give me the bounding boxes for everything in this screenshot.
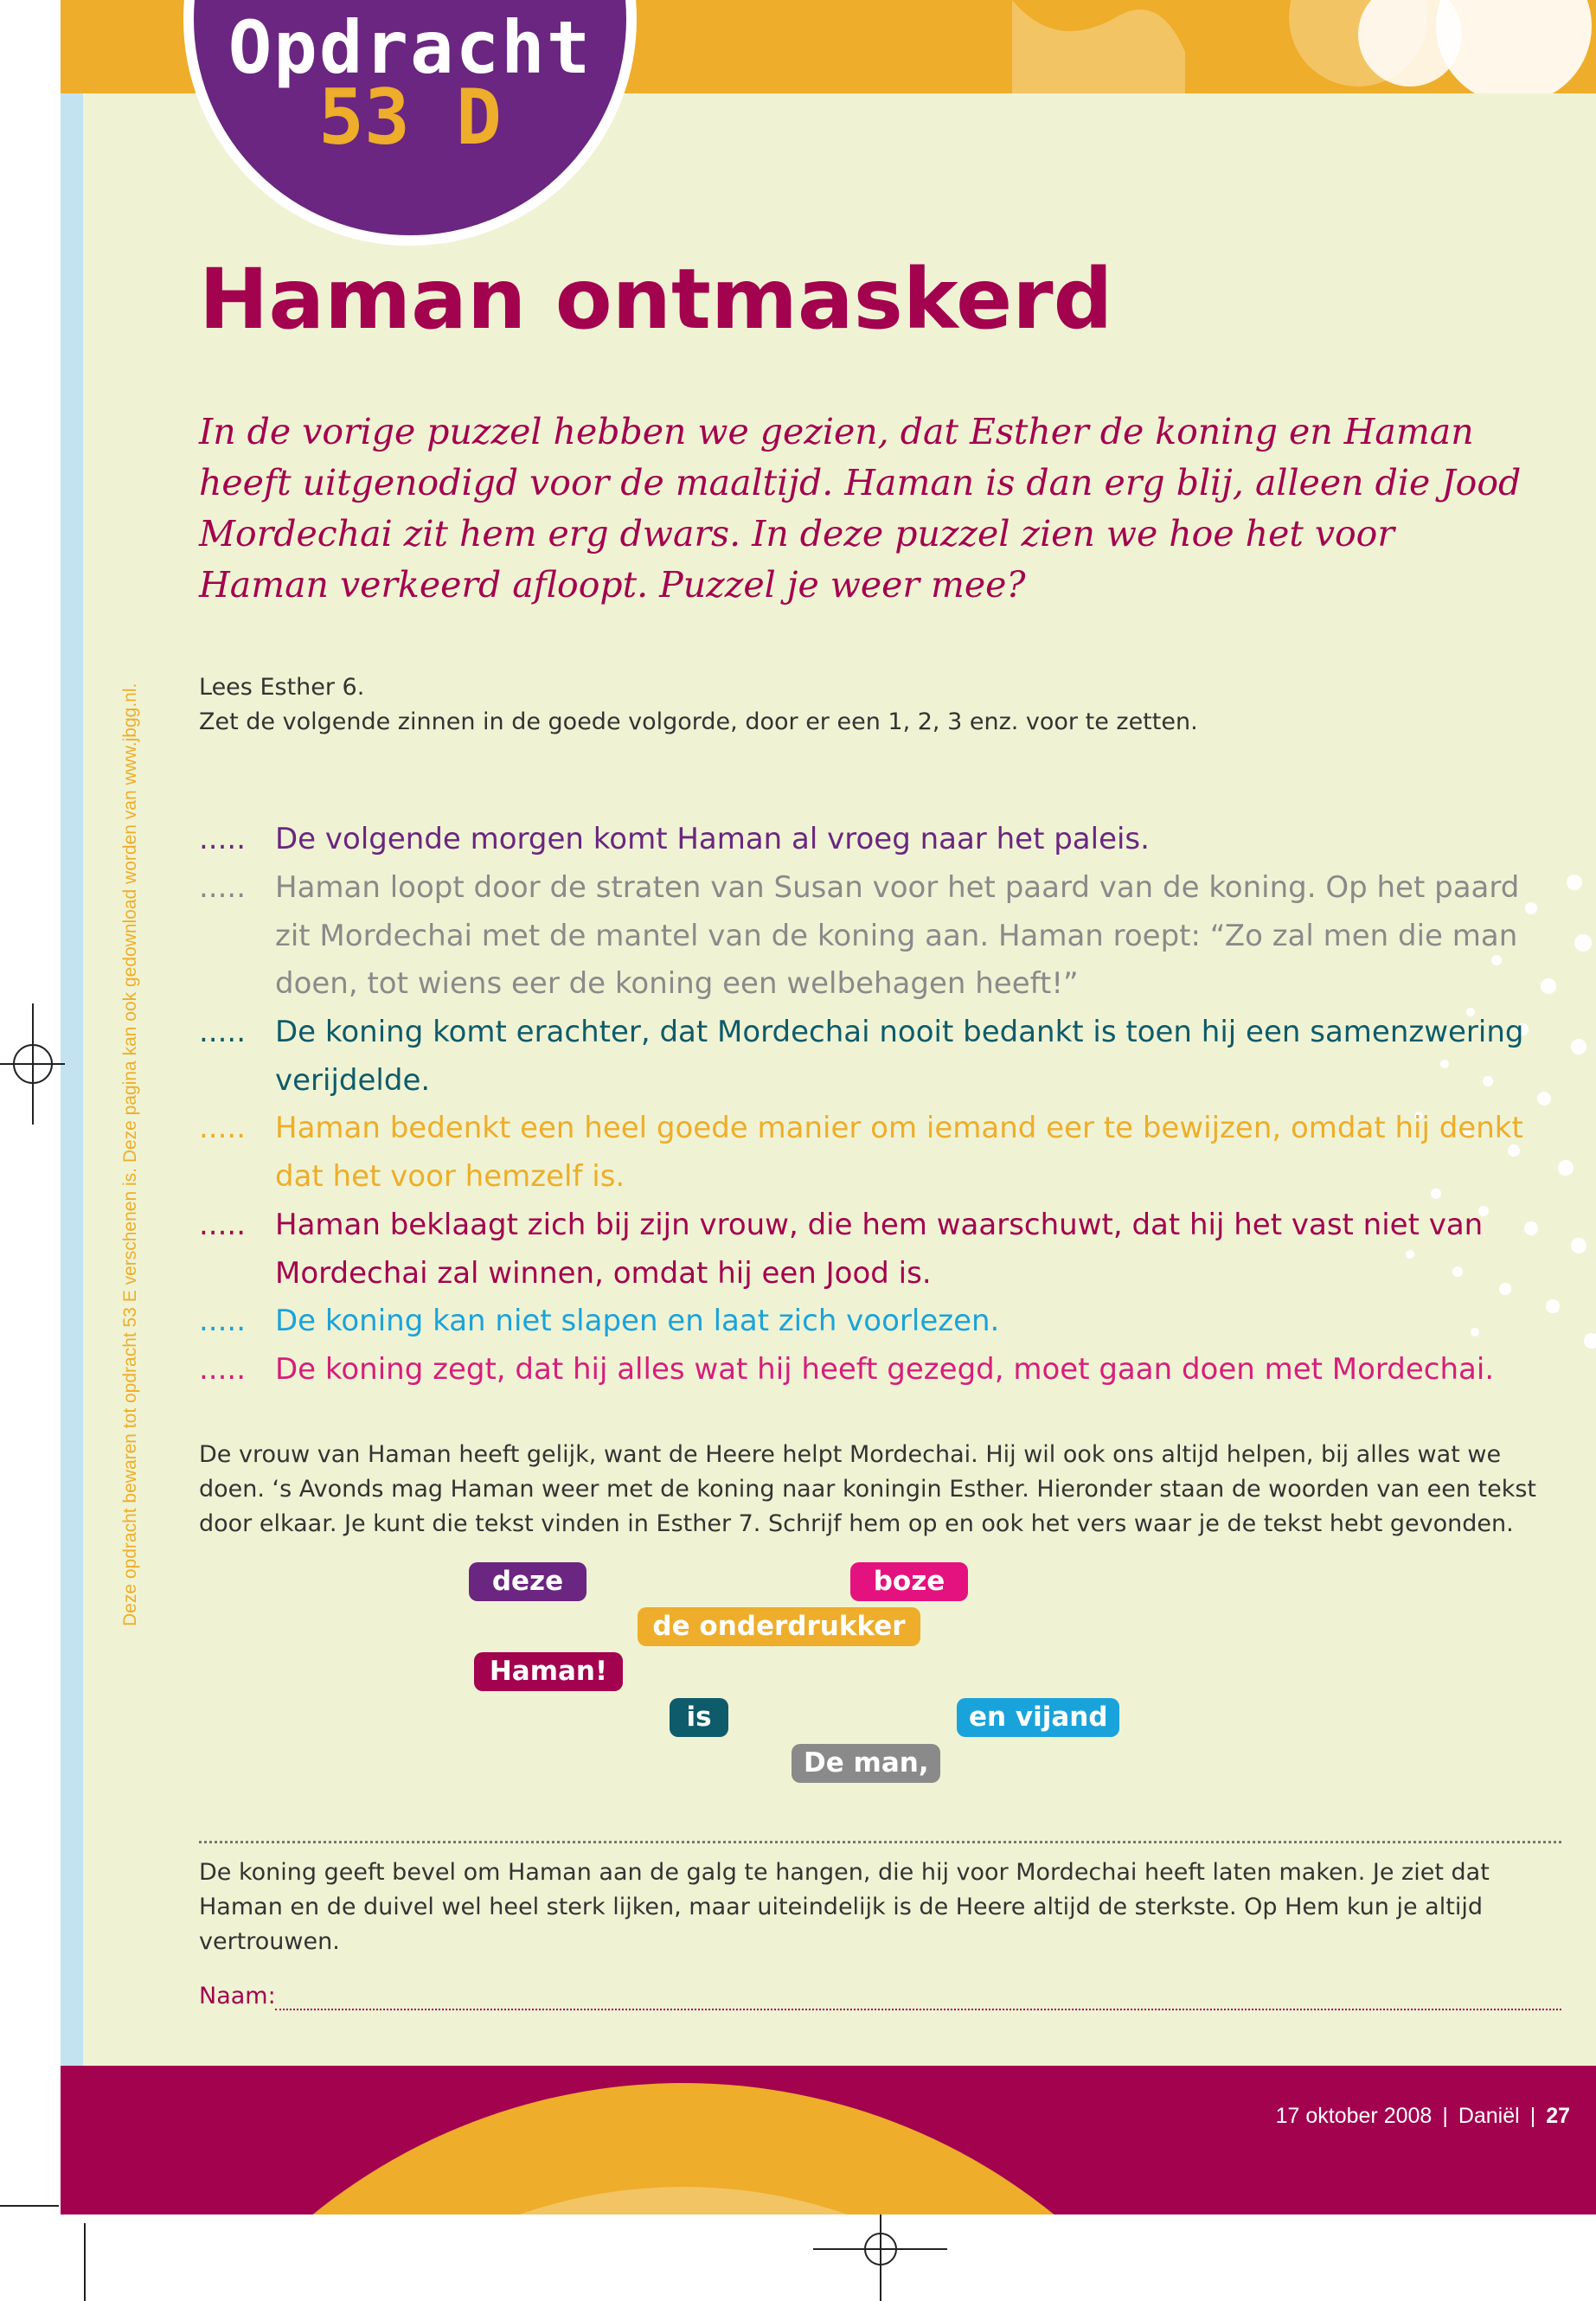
ordering-item <box>199 1009 1561 1105</box>
crop-mark-bottom-left <box>0 2197 173 2301</box>
order-number-blank[interactable]: ..... <box>199 870 247 905</box>
page-number: 27 <box>1546 2104 1570 2128</box>
word-chip: deze <box>469 1562 586 1601</box>
ordering-item-text: Haman loopt door de straten van Susan voor het paard van de koning. Op het paard zit Mordechai met de mantel van de koning aan. Haman roept: “Zo zal men die man doen, tot wiens eer de koning een welbehagen heeft!” <box>275 870 1520 1001</box>
header-number: 53 D <box>318 73 502 162</box>
ordering-item <box>199 1105 1561 1201</box>
ordering-item-text: De koning kan niet slapen en laat zich voorlezen. <box>275 1304 1000 1338</box>
ordering-item-text: Haman beklaagt zich bij zijn vrouw, die hem waarschuwt, dat hij het vast niet van Mordechai zal winnen, omdat hij een Jood is. <box>275 1208 1484 1291</box>
ordering-item <box>199 816 1561 864</box>
word-chip: boze <box>850 1562 968 1601</box>
ordering-item-text: De koning zegt, dat hij alles wat hij heeft gezegd, moet gaan doen met Mordechai. <box>275 1352 1495 1387</box>
instructions-read: Lees Esther 6. <box>199 674 365 701</box>
ordering-item-text: Haman bedenkt een heel goede manier om iemand eer te bewijzen, omdat hij denkt dat het voor hemzelf is. <box>275 1111 1523 1194</box>
order-number-blank[interactable]: ..... <box>199 1015 247 1049</box>
word-chip: is <box>670 1698 728 1737</box>
name-field[interactable] <box>199 1983 1561 2017</box>
word-chip: Haman! <box>474 1652 623 1691</box>
page-title: Haman ontmaskerd <box>199 251 1113 348</box>
footer: 17 oktober 2008 | Daniël | 27 <box>1275 2104 1570 2128</box>
footer-magazine: Daniël <box>1458 2104 1520 2128</box>
registration-mark-left <box>0 977 69 1150</box>
ordering-item <box>199 1202 1561 1298</box>
bottom-band <box>61 2066 1596 2214</box>
ordering-item <box>199 864 1561 1009</box>
order-number-blank[interactable]: ..... <box>199 1304 247 1338</box>
bottom-arc <box>61 2066 1596 2214</box>
ordering-item <box>199 1298 1561 1346</box>
name-label: Naam: <box>199 1983 279 2009</box>
paragraph-conclusion: De koning geeft bevel om Haman aan de galg te hangen, die hij voor Mordechai heeft laten maken. Je ziet dat Haman en de duivel wel heel sterk lijken, maar uiteindelijk is de Heere altijd de sterkste. Op Hem kun je altijd vertrouwen. <box>199 1859 1490 1955</box>
side-note: Deze opdracht bewaren tot opdracht 53 E verschenen is. Deze pagina kan ook gedownload worden van www.jbgg.nl. <box>120 683 140 1626</box>
footer-date: 17 oktober 2008 <box>1275 2104 1433 2128</box>
registration-mark-bottom <box>813 2214 952 2301</box>
order-number-blank[interactable]: ..... <box>199 1208 247 1242</box>
order-number-blank[interactable]: ..... <box>199 1111 247 1145</box>
header-label: Opdracht <box>228 5 593 90</box>
order-number-blank[interactable]: ..... <box>199 1352 247 1387</box>
ordering-item <box>199 1346 1561 1394</box>
word-chip: de onderdrukker <box>638 1607 920 1646</box>
ordering-item-text: De koning komt erachter, dat Mordechai nooit bedankt is toen hij een samenzwering verijdelde. <box>275 1015 1524 1098</box>
paragraph-esther7: De vrouw van Haman heeft gelijk, want de Heere helpt Mordechai. Hij wil ook ons altijd helpen, bij alles wat we doen. ‘s Avonds mag Haman weer met de koning naar koningin Esther. Hieronder staan de woorden van een tekst door elkaar. Je kunt die tekst vinden in Esther 7. Schrijf hem op en ook het vers waar je de tekst hebt gevonden. <box>199 1441 1537 1537</box>
ordering-item-text: De volgende morgen komt Haman al vroeg naar het paleis. <box>275 822 1150 856</box>
name-line <box>275 2009 1561 2010</box>
word-chip: De man, <box>792 1744 940 1783</box>
answer-line[interactable] <box>199 1841 1561 1843</box>
order-number-blank[interactable]: ..... <box>199 822 247 856</box>
instructions-order: Zet de volgende zinnen in de goede volgorde, door er een 1, 2, 3 enz. voor te zetten. <box>199 708 1198 735</box>
word-chip: en vijand <box>957 1698 1119 1737</box>
intro-paragraph: In de vorige puzzel hebben we gezien, dat Esther de koning en Haman heeft uitgenodigd voor de maaltijd. Haman is dan erg blij, alleen die Jood Mordechai zit hem erg dwars. In deze puzzel zien we hoe het voor Haman verkeerd afloopt. Puzzel je weer mee? <box>199 411 1522 606</box>
